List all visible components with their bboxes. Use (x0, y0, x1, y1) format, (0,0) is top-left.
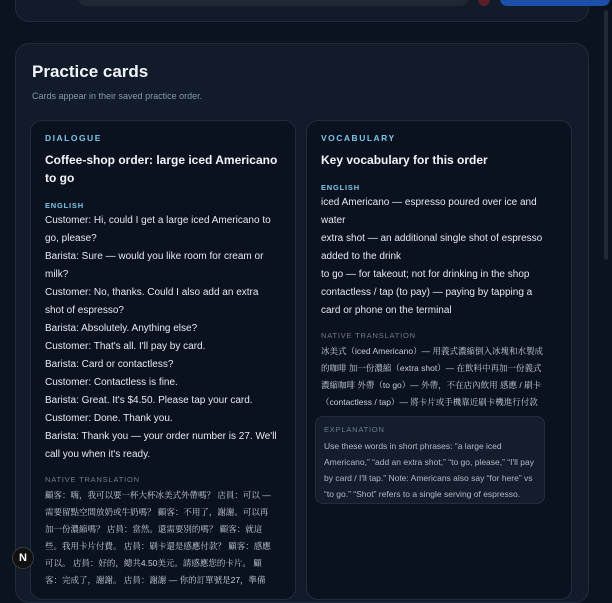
dialogue-line: go, please? (45, 233, 97, 244)
dialogue-card[interactable] (30, 120, 296, 600)
native-line: 可以。 店員：好的，總共4.50美元。請感應您的卡片。 顧 (45, 558, 262, 568)
english-label: ENGLISH (45, 201, 84, 210)
vocab-line: contactless / tap (to pay) — paying by tapping a (321, 287, 533, 298)
explanation-line: Use these words in short phrases: “a large iced (324, 441, 502, 451)
native-translation-label: NATIVE TRANSLATION (321, 331, 416, 340)
english-label: ENGLISH (321, 183, 360, 192)
dialogue-line: Barista: Card or contactless? (45, 359, 174, 370)
panel-subtitle: Cards appear in their saved practice order. (32, 91, 203, 101)
native-line: 需要留點空間放奶或牛奶嗎？ 顧客：不用了，謝謝。可以再 (45, 507, 269, 517)
vocab-line: extra shot — an additional single shot of espresso (321, 233, 543, 244)
native-line: （contactless / tap）— 將卡片或手機靠近刷卡機進行付款 (321, 397, 538, 407)
native-line: 加一份濃縮嗎？ 店員：當然。還需要別的嗎？ 顧客：就這 (45, 524, 263, 534)
native-translation-text (45, 487, 289, 589)
dialogue-line: Barista: Great. It's $4.50. Please tap your card. (45, 395, 253, 406)
english-lines (45, 212, 289, 464)
dialogue-line: Customer: Done. Thank you. (45, 413, 173, 424)
explanation-line: by card / I'll tap.” Note: Americans also say “for here” vs (324, 473, 533, 483)
address-bar[interactable] (78, 0, 468, 6)
native-line: 冰美式（iced Americano）— 用義式濃縮倒入冰塊和水製成 (321, 346, 543, 356)
browser-action-button[interactable] (500, 0, 610, 6)
vocab-lines (321, 194, 565, 320)
dialogue-line: Customer: No, thanks. Could I also add an extra (45, 287, 259, 298)
native-translation-text (321, 343, 565, 411)
scrollbar[interactable] (604, 10, 608, 260)
dialogue-line: Customer: That's all. I'll pay by card. (45, 341, 206, 352)
native-translation-label: NATIVE TRANSLATION (45, 475, 140, 484)
vocabulary-card[interactable] (306, 120, 572, 600)
dialogue-line: call you when it's ready. (45, 449, 151, 460)
vocab-line: to go — for takeout; not for drinking in the shop (321, 269, 530, 280)
explanation-line: Americano,” “add an extra shot,” “to go, please,” “I'll pay (324, 457, 534, 467)
dev-tools-badge-icon[interactable]: N (12, 547, 34, 569)
dialogue-line: Barista: Absolutely. Anything else? (45, 323, 198, 334)
explanation-box (315, 416, 545, 504)
vocab-line: water (321, 215, 346, 226)
dialogue-line: Barista: Sure — would you like room for cream or (45, 251, 264, 262)
card-title: Key vocabulary for this order (321, 153, 488, 167)
card-kicker: VOCABULARY (321, 133, 396, 143)
dialogue-line: Customer: Hi, could I get a large iced Americano to (45, 215, 271, 226)
native-line: 濃縮咖啡 外帶（to go）— 外帶，不在店內飲用 感應 / 刷卡 (321, 380, 542, 390)
native-line: 顧客：嗨，我可以要一杯大杯冰美式外帶嗎？ 店員：可以 — (45, 490, 271, 500)
panel-title: Practice cards (32, 62, 149, 81)
dialogue-line: milk? (45, 269, 69, 280)
explanation-label: EXPLANATION (324, 425, 385, 434)
explanation-line: “to go.” “Shot” refers to a single serving of espresso. (324, 489, 521, 499)
native-line: 的咖啡 加一份濃縮（extra shot）— 在飲料中再加一份義式 (321, 363, 542, 373)
native-line: 客：完成了，謝謝。 店員：謝謝 — 你的訂單號是27，準備 (45, 575, 266, 585)
practice-cards-panel (15, 43, 589, 603)
dialogue-line: Customer: Contactless is fine. (45, 377, 178, 388)
vocab-line: iced Americano — espresso poured over ice and (321, 197, 537, 208)
vocab-line: card or phone on the terminal (321, 305, 452, 316)
dialogue-line: shot of espresso? (45, 305, 124, 316)
dialogue-line: Barista: Thank you — your order number is 27. We'll (45, 431, 277, 442)
vocab-line: added to the drink (321, 251, 402, 262)
explanation-text (324, 438, 542, 502)
native-line: 些。我用卡片付費。 店員：刷卡還是感應付款？ 顧客：感應 (45, 541, 271, 551)
card-kicker: DIALOGUE (45, 133, 102, 143)
card-title: Coffee-shop order: large iced Americano to go (45, 153, 278, 185)
